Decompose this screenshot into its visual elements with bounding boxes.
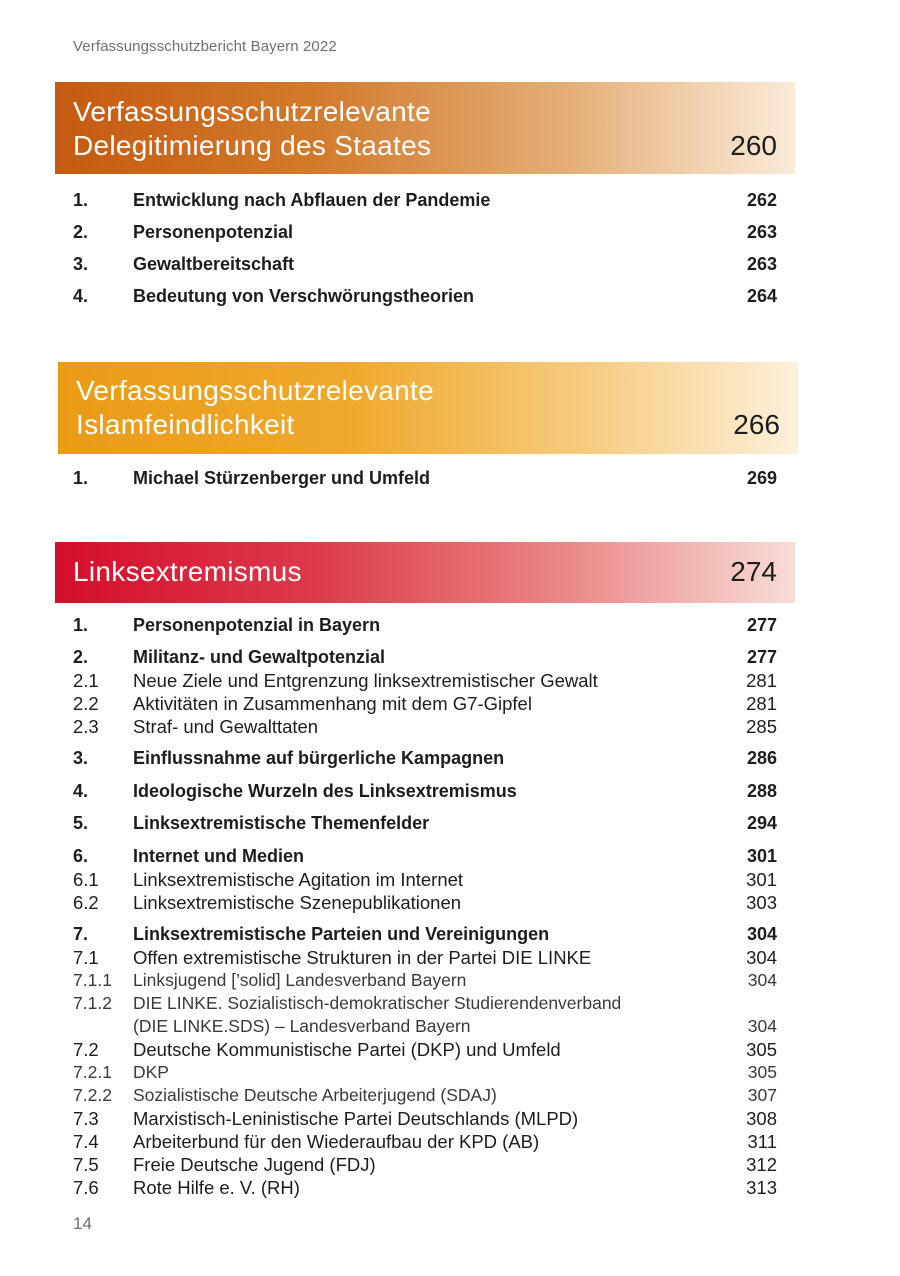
entry-page: 288 [746,781,777,801]
toc-entry-continuation[interactable] [73,1015,777,1038]
entry-page: 263 [746,222,777,242]
entry-page: 304 [747,970,777,990]
entry-page: 281 [746,670,777,691]
entry-title: Bedeutung von Verschwörungstheorien [133,286,475,306]
toc-entry[interactable] [73,1153,777,1176]
entry-title: Personenpotenzial in Bayern [133,615,381,635]
toc-entry[interactable] [73,946,777,969]
toc-entry[interactable] [73,780,777,803]
entry-number: 7.1.2 [73,993,112,1013]
entry-number: 7.2.1 [73,1062,112,1082]
entry-title: Neue Ziele und Entgrenzung linksextremistischer Gewalt [133,670,598,691]
running-header: Verfassungsschutzbericht Bayern 2022 [73,38,337,55]
entry-title: DKP [133,1062,169,1082]
entry-title: Gewaltbereitschaft [133,254,295,274]
toc-entry[interactable] [73,715,777,738]
entry-number: 6.1 [73,869,99,890]
entry-page: 301 [746,869,777,890]
entry-number: 4. [73,286,89,306]
entry-number: 1. [73,615,89,635]
toc-entry[interactable] [73,669,777,692]
toc-entry[interactable] [73,992,777,1015]
toc-entry[interactable] [73,285,777,308]
toc-entry[interactable] [73,1176,777,1199]
entry-title: Offen extremistische Strukturen in der Partei DIE LINKE [133,947,592,968]
entry-number: 2.2 [73,693,99,714]
entry-number: 3. [73,748,89,768]
entry-number: 7.1.1 [73,970,112,990]
entry-title: Rote Hilfe e. V. (RH) [133,1177,300,1198]
entry-title: Entwicklung nach Abflauen der Pandemie [133,190,491,210]
toc-entry[interactable] [73,969,777,992]
entry-page: 263 [746,254,777,274]
section-banner-islamfeindlichkeit[interactable] [58,362,798,454]
footer-page-number: 14 [73,1214,92,1233]
toc-entry[interactable] [73,747,777,770]
entry-page: 285 [746,716,777,737]
entry-page: 304 [746,947,777,968]
entry-page: 269 [746,468,777,488]
entry-title: Einflussnahme auf bürgerliche Kampagnen [133,748,505,768]
toc-entry[interactable] [73,1038,777,1061]
entry-page: 277 [746,615,777,635]
entry-number: 5. [73,813,89,833]
toc-entry[interactable] [73,891,777,914]
entry-number: 1. [73,468,89,488]
entry-page: 313 [746,1177,777,1198]
entry-title: Internet und Medien [133,846,304,866]
entry-title: Sozialistische Deutsche Arbeiterjugend (SDAJ) [133,1085,497,1105]
section-page-number: 274 [730,556,777,587]
entry-number: 6. [73,846,89,866]
entry-number: 7.2 [73,1039,99,1060]
entry-title: Personenpotenzial [133,222,294,242]
toc-entry[interactable] [73,189,777,212]
entry-title: DIE LINKE. Sozialistisch-demokratischer Studierendenverband [133,993,622,1013]
entry-number: 7.1 [73,947,99,968]
entry-title: Militanz- und Gewaltpotenzial [133,647,385,667]
entry-number: 7.3 [73,1108,99,1129]
entry-title: Aktivitäten in Zusammenhang mit dem G7-Gipfel [133,693,532,714]
entry-number: 7.2.2 [73,1085,112,1105]
entry-page: 303 [746,892,777,913]
entry-page: 286 [746,748,777,768]
entry-page: 294 [746,813,777,833]
entry-page: 277 [746,647,777,667]
toc-entry[interactable] [73,692,777,715]
entry-page: 304 [747,1016,777,1036]
entry-number: 1. [73,190,89,210]
entry-title: Linksjugend [’solid] Landesverband Bayern [133,970,467,990]
toc-entry[interactable] [73,1084,777,1107]
toc-entry[interactable] [73,646,777,669]
entry-number: 2. [73,647,89,667]
entry-title: Linksextremistische Parteien und Vereinigungen [133,924,550,944]
section-page-number: 260 [730,130,777,161]
entry-title: Straf- und Gewalttaten [133,716,319,737]
section-title: Linksextremismus [73,556,302,587]
section-title: Verfassungsschutzrelevante Delegitimierung des Staates [73,96,432,161]
toc-entry[interactable] [73,1061,777,1084]
entry-number: 4. [73,781,89,801]
toc-entry[interactable] [73,614,777,637]
entry-page: 304 [746,924,777,944]
entry-title: Ideologische Wurzeln des Linksextremismus [133,781,517,801]
toc-entry[interactable] [73,923,777,946]
toc-entry[interactable] [73,812,777,835]
entry-title: Linksextremistische Themenfelder [133,813,430,833]
toc-entry[interactable] [73,221,777,244]
entry-page: 281 [746,693,777,714]
section-title: Verfassungsschutzrelevante Islamfeindlichkeit [76,375,435,440]
entry-title: Linksextremistische Agitation im Internet [133,869,464,890]
entry-page: 307 [747,1085,777,1105]
entry-title: (DIE LINKE.SDS) – Landesverband Bayern [133,1016,471,1036]
toc-entry[interactable] [73,253,777,276]
entry-number: 3. [73,254,89,274]
entry-page: 301 [746,846,777,866]
entry-page: 308 [746,1108,777,1129]
entry-title: Linksextremistische Szenepublikationen [133,892,462,913]
entry-page: 305 [746,1039,777,1060]
entry-page: 305 [747,1062,777,1082]
entry-title: Marxistisch-Leninistische Partei Deutschlands (MLPD) [133,1108,579,1129]
entry-number: 2.3 [73,716,99,737]
entry-number: 7. [73,924,89,944]
entry-number: 7.6 [73,1177,99,1198]
entry-number: 7.5 [73,1154,99,1175]
section-banner-delegitimierung[interactable] [55,82,795,174]
section-page-number: 266 [733,409,780,440]
entry-page: 311 [747,1131,777,1152]
toc-entry[interactable] [73,1130,777,1153]
entry-number: 2.1 [73,670,99,691]
entry-page: 262 [746,190,777,210]
section-banner-linksextremismus[interactable] [55,542,795,603]
entry-title: Freie Deutsche Jugend (FDJ) [133,1154,376,1175]
toc-entry[interactable] [73,467,777,490]
toc-entry[interactable] [73,1107,777,1130]
entry-title: Michael Stürzenberger und Umfeld [133,468,431,488]
entry-number: 6.2 [73,892,99,913]
entry-title: Arbeiterbund für den Wiederaufbau der KPD (AB) [133,1131,540,1152]
toc-entry[interactable] [73,868,777,891]
entry-number: 7.4 [73,1131,99,1152]
entry-page: 312 [746,1154,777,1175]
entry-number: 2. [73,222,89,242]
entry-page: 264 [746,286,777,306]
toc-entry[interactable] [73,845,777,868]
entry-title: Deutsche Kommunistische Partei (DKP) und Umfeld [133,1039,561,1060]
